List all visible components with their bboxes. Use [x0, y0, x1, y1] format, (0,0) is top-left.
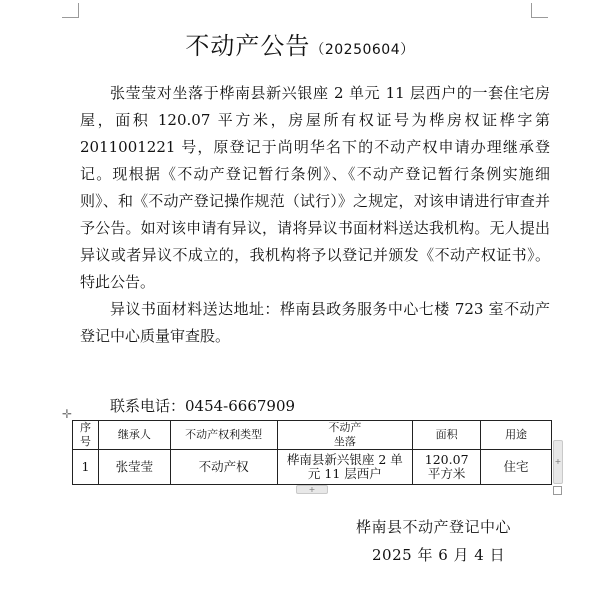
- move-handle-icon[interactable]: ✛: [61, 407, 73, 421]
- header-seq-line2: 号: [79, 435, 91, 448]
- header-usage: 用途: [481, 421, 552, 450]
- contact-phone: 联系电话：0454-6667909: [110, 397, 296, 415]
- cell-heir: 张莹莹: [98, 450, 170, 485]
- cell-location-line2: 元 11 层西户: [307, 466, 382, 481]
- crop-mark-top-left: [62, 3, 79, 18]
- resize-handle-icon[interactable]: [553, 486, 562, 495]
- add-row-icon[interactable]: +: [296, 485, 328, 494]
- header-location-line1: 不动产: [328, 421, 362, 434]
- announcement-body: [80, 80, 550, 350]
- issuing-organization: 桦南县不动产登记中心: [356, 518, 512, 536]
- title-main: 不动产公告: [185, 32, 311, 60]
- cell-usage: 住宅: [481, 450, 552, 485]
- page-title: [0, 26, 600, 61]
- table-header-row: [73, 421, 552, 450]
- cell-seq: 1: [73, 450, 99, 485]
- header-area: 面积: [413, 421, 481, 450]
- property-table: [72, 420, 552, 485]
- cell-location: [277, 450, 413, 485]
- cell-area-line1: 120.07: [424, 452, 469, 467]
- crop-mark-top-right: [531, 3, 548, 18]
- title-code: （20250604）: [310, 42, 415, 58]
- body-paragraph-2: 异议书面材料送达地址：桦南县政务服务中心七楼 723 室不动产登记中心质量审查股。: [80, 300, 550, 345]
- cell-area: [413, 450, 481, 485]
- header-location-line2: 坐落: [333, 435, 356, 448]
- header-right-type: 不动产权利类型: [170, 421, 277, 450]
- header-seq-line1: 序: [79, 421, 91, 434]
- header-seq: [73, 421, 99, 450]
- header-location: [277, 421, 413, 450]
- add-column-icon[interactable]: +: [553, 440, 563, 484]
- cell-area-line2: 平方米: [427, 466, 466, 481]
- body-paragraph-1: 张莹莹对坐落于桦南县新兴银座 2 单元 11 层西户的一套住宅房屋，面积 120.07 平方米，房屋所有权证号为桦房权证桦字第 2011001221 号，原登记于尚明华名下的不动产权申请办理继承登记。现根据《不动产登记暂行条例》、《不动产登记暂行条例实施细则》、和《不动产登记操作规范（试行）》之规定，对该申请进行审查并予公告。如对该申请有异议，请将异议书面材料送达我机构。无人提出异议或者异议不成立的，我机构将予以登记并颁发《不动产权证书》。特此公告。: [80, 84, 550, 291]
- header-heir: 继承人: [98, 421, 170, 450]
- cell-right-type: 不动产权: [170, 450, 277, 485]
- issue-date: 2025 年 6 月 4 日: [372, 546, 506, 564]
- cell-location-line1: 桦南县新兴银座 2 单: [286, 452, 403, 467]
- table-row: [73, 450, 552, 485]
